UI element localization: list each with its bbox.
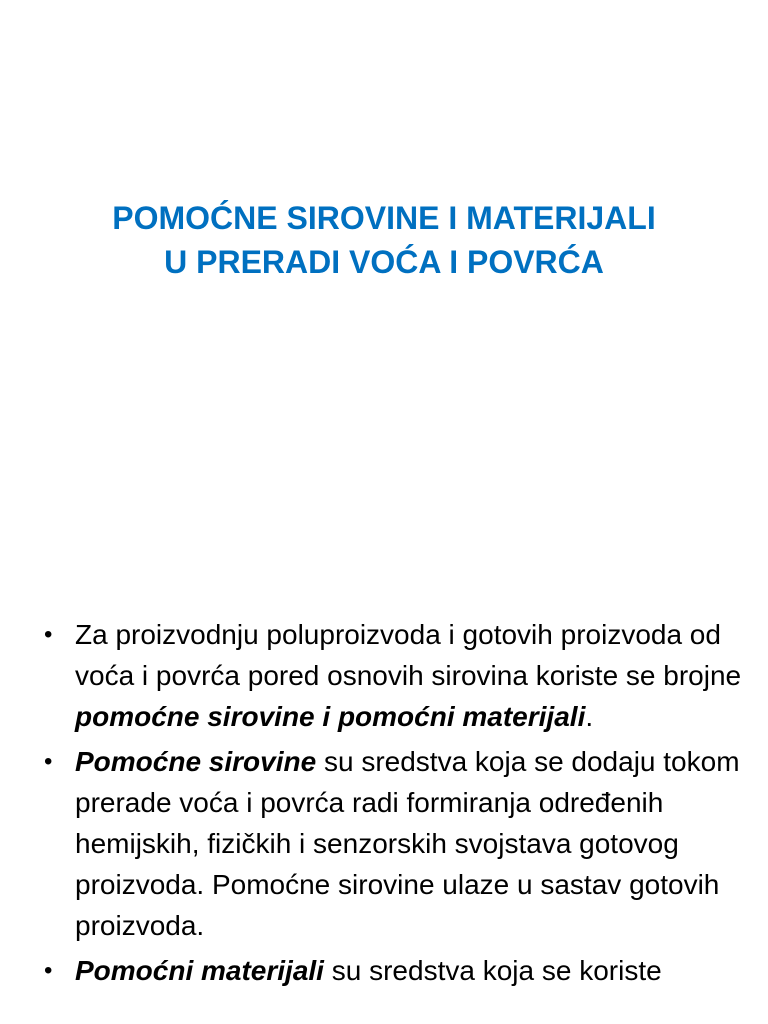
bullet-item-2	[44, 741, 744, 946]
bullet-list	[44, 614, 744, 995]
bullet-icon: •	[44, 957, 53, 984]
bullet-emphasis: Pomoćni materijali	[75, 955, 324, 986]
slide-title	[40, 196, 728, 284]
bullet-item-3	[44, 950, 744, 991]
bullet-emphasis: Pomoćne sirovine	[75, 746, 317, 777]
slide-title-line-2: U PRERADI VOĆA I POVRĆA	[164, 244, 604, 280]
bullet-icon: •	[44, 621, 53, 648]
bullet-text-after: su sredstva koja se dodaju tokom prerade voća i povrća radi formiranja određenih hemijskih, fizičkih i senzorskih svojstava gotovog proizvoda. Pomoćne sirovine ulaze u sastav gotovih proizvoda.	[75, 746, 740, 941]
bullet-text-before: Za proizvodnju poluproizvoda i gotovih proizvoda od voća i povrća pored osnovih sirovina koriste se brojne	[75, 619, 742, 691]
slide-title-line-1: POMOĆNE SIROVINE I MATERIJALI	[112, 200, 656, 236]
bullet-item-1	[44, 614, 744, 737]
bullet-text-after: .	[585, 701, 594, 732]
bullet-icon: •	[44, 748, 53, 775]
bullet-text-after: su sredstva koja se koriste	[323, 955, 662, 986]
bullet-emphasis: pomoćne sirovine i pomoćni materijali	[75, 701, 586, 732]
